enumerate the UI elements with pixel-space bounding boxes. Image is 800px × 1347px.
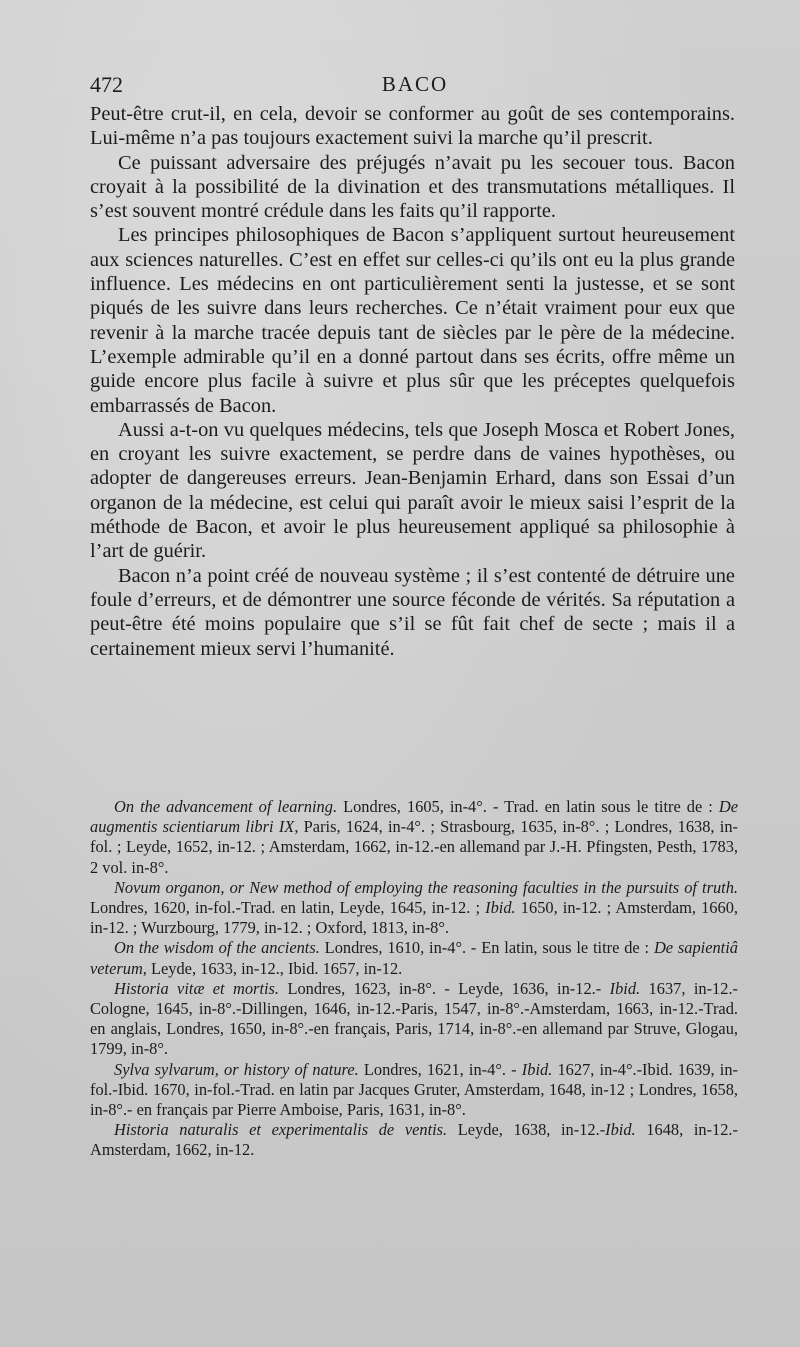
work-title: On the wisdom of the ancients. xyxy=(114,938,320,958)
paragraph: Bacon n’a point créé de nouveau système ; il s’est contenté de détruire une foule d’erreurs, et de démontrer une source féconde de vérités. Sa réputation a peut-être été moins populaire que s’il se fût fait chef de secte ; mais il a certainement mieux servi l’humanité. xyxy=(90,564,735,660)
entry-details: 1627, in-4°.-Ibid. 1639, in-fol.-Ibid. 1670, in-fol.-Trad. en latin par Jacques Gruter, Amsterdam, 1648, in-12 ; Londres, 1658, in-8°.- en français par Pierre Amboise, Paris, 1631, in-8°. xyxy=(90,1059,738,1120)
work-title-alt: Ibid. xyxy=(485,898,516,918)
entry-details: 1650, in-12. ; Amsterdam, 1660, in-12. ; Wurzbourg, 1779, in-12. ; Oxford, 1813, in-8°. xyxy=(90,898,738,938)
work-title-alt: De sapientiâ veterum xyxy=(90,938,738,978)
work-title-alt: Ibid. xyxy=(605,1120,636,1140)
work-title-alt: Ibid. xyxy=(521,1059,553,1079)
work-title: Novum organon, or New method of employing the reasoning faculties in the pursuits of truth. xyxy=(114,877,738,897)
page-header xyxy=(90,72,740,102)
bibliography-entry xyxy=(90,938,738,978)
work-title: Historia vitæ et mortis. xyxy=(114,978,280,998)
bibliography-entry xyxy=(90,878,738,939)
bibliography-entry xyxy=(90,1120,738,1160)
entry-details: , Paris, 1624, in-4°. ; Strasbourg, 1635, in-8°. ; Londres, 1638, in-fol. ; Leyde, 1652, in-12. ; Amsterdam, 1662, in-12.-en allemand par J.-H. Pfingsten, Pesth, 1783, 2 vol. in-8°. xyxy=(90,817,738,877)
bibliography-entry xyxy=(90,979,738,1060)
paragraph: Ce puissant adversaire des préjugés n’avait pu les secouer tous. Bacon croyait à la possibilité de la divination et des transmutations métalliques. Il s’est souvent montré crédule dans les faits qu’il rapporte. xyxy=(90,151,735,223)
paragraph: Peut-être crut-il, en cela, devoir se conformer au goût de ses contemporains. Lui-même n’a pas toujours exactement suivi la marche qu’il prescrit. xyxy=(90,103,735,150)
bibliography-entry xyxy=(90,1060,738,1121)
entry-details: Londres, 1605, in-4°. - Trad. en latin sous le titre de : xyxy=(337,797,719,816)
work-title-alt: De augmentis scientiarum libri IX xyxy=(90,797,738,837)
work-title: Historia naturalis et experimentalis de ventis. xyxy=(114,1120,448,1140)
entry-details: 1637, in-12.-Cologne, 1645, in-8°.-Dillingen, 1646, in-12.-Paris, 1547, in-8°.-Amsterdam, 1663, in-12.-Trad. en anglais, Londres, 1650, in-8°.-en français, Paris, 1714, in-8°.-en allemand par Struve, Glogau, 1799, in-8°. xyxy=(90,978,738,1059)
entry-details: Leyde, 1638, in-12.- xyxy=(447,1120,606,1140)
entry-details: , Leyde, 1633, in-12., Ibid. 1657, in-12. xyxy=(142,958,403,978)
entry-details: Londres, 1610, in-4°. - En latin, sous le titre de : xyxy=(319,938,654,958)
work-title-alt: Ibid. xyxy=(609,978,641,998)
work-title: Sylva sylvarum, or history of nature. xyxy=(114,1059,359,1079)
running-head: BACO xyxy=(381,72,449,96)
page-number: 472 xyxy=(90,72,123,97)
paragraph: Les principes philosophiques de Bacon s’appliquent surtout heureusement aux sciences naturelles. C’est en effet sur celles-ci qu’ils ont eu la plus grande influence. Les médecins en ont particulièrement senti la justesse, et se sont piqués de les suivre dans leurs recherches. Ce n’était vraiment pour eux que revenir à la marche tracée depuis tant de siècles par le père de la médecine. L’exemple admirable qu’il en a donné partout dans ses écrits, offre même un guide encore plus facile à suivre et plus sûr que les préceptes quelquefois embarrassés de Bacon. xyxy=(90,224,735,417)
entry-details: 1648, in-12.-Amsterdam, 1662, in-12. xyxy=(90,1120,738,1160)
entry-details: Londres, 1621, in-4°. - xyxy=(358,1059,522,1079)
entry-details: Londres, 1620, in-fol.-Trad. en latin, Leyde, 1645, in-12. ; xyxy=(90,898,486,918)
work-title: On the advancement of learning. xyxy=(114,797,338,816)
bibliography-entry xyxy=(90,797,738,878)
paragraph: Aussi a-t-on vu quelques médecins, tels que Joseph Mosca et Robert Jones, en croyant les suivre exactement, se perdre dans de vaines hypothèses, ou adopter de dangereuses erreurs. Jean-Benjamin Erhard, dans son Essai d’un organon de la médecine, est celui qui paraît avoir le mieux saisi l’esprit de la méthode de Bacon, et avoir le plus heureusement appliqué sa philosophie à l’art de guérir. xyxy=(90,418,735,563)
entry-details: Londres, 1623, in-8°. - Leyde, 1636, in-12.- xyxy=(279,978,610,998)
main-text xyxy=(90,102,735,661)
bibliography xyxy=(90,797,738,1161)
